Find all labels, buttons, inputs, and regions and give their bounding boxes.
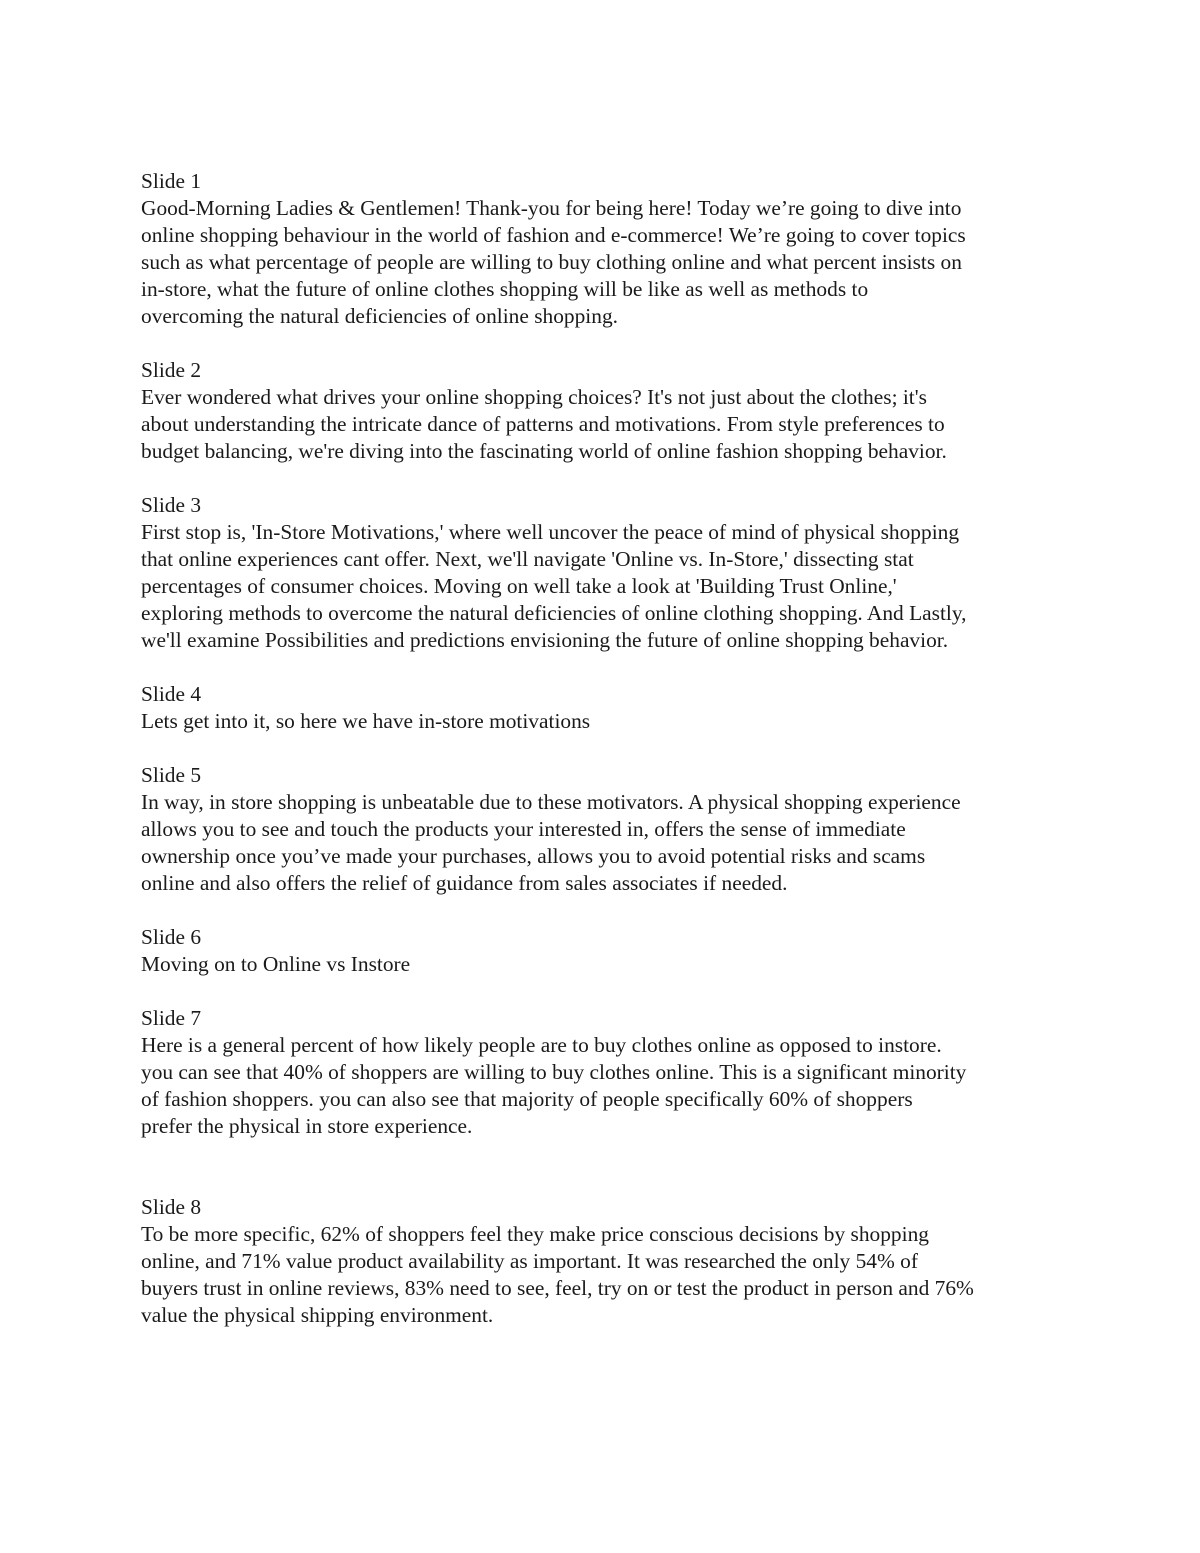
paragraph-spacer [141, 654, 1100, 681]
slide-1-line: overcoming the natural deficiencies of online shopping. [141, 304, 618, 328]
slide-2-line: budget balancing, we're diving into the fascinating world of online fashion shopping behavior. [141, 439, 947, 463]
slide-2-line: Ever wondered what drives your online shopping choices? It's not just about the clothes; it's [141, 385, 927, 409]
slide-1-line: in-store, what the future of online clothes shopping will be like as well as methods to [141, 277, 869, 301]
slide-5-section [141, 762, 1100, 897]
slide-8-line: value the physical shipping environment. [141, 1303, 494, 1327]
slide-7-line: Here is a general percent of how likely people are to buy clothes online as opposed to instore. [141, 1033, 942, 1057]
slide-4-section [141, 681, 1100, 735]
slide-3-line: exploring methods to overcome the natural deficiencies of online clothing shopping. And Lastly, [141, 601, 967, 625]
slide-3-line: percentages of consumer choices. Moving on well take a look at 'Building Trust Online,' [141, 574, 897, 598]
slide-4-heading: Slide 4 [141, 682, 202, 706]
slide-7-line: you can see that 40% of shoppers are willing to buy clothes online. This is a significant minority [141, 1060, 967, 1084]
slide-3-line: that online experiences cant offer. Next, we'll navigate 'Online vs. In-Store,' dissecting stat [141, 547, 914, 571]
paragraph-spacer [141, 1140, 1100, 1167]
slide-2-heading: Slide 2 [141, 358, 202, 382]
paragraph-spacer [141, 1167, 1100, 1194]
paragraph-spacer [141, 465, 1100, 492]
slide-7-section [141, 1005, 1100, 1140]
slide-1-line: online shopping behaviour in the world of fashion and e-commerce! We’re going to cover topics [141, 223, 966, 247]
slide-7-heading: Slide 7 [141, 1006, 202, 1030]
slide-1-section [141, 168, 1100, 330]
slide-1-heading: Slide 1 [141, 169, 202, 193]
slide-2-line: about understanding the intricate dance of patterns and motivations. From style preferences to [141, 412, 945, 436]
slide-8-heading: Slide 8 [141, 1195, 202, 1219]
slide-6-heading: Slide 6 [141, 925, 202, 949]
slide-8-line: buyers trust in online reviews, 83% need to see, feel, try on or test the product in person and 76% [141, 1276, 974, 1300]
slide-2-section [141, 357, 1100, 465]
slide-5-line: In way, in store shopping is unbeatable due to these motivators. A physical shopping experience [141, 790, 961, 814]
paragraph-spacer [141, 978, 1100, 1005]
slide-3-heading: Slide 3 [141, 493, 202, 517]
slide-6-section [141, 924, 1100, 978]
slide-4-line: Lets get into it, so here we have in-store motivations [141, 709, 591, 733]
paragraph-spacer [141, 897, 1100, 924]
slide-6-line: Moving on to Online vs Instore [141, 952, 411, 976]
slide-3-line: we'll examine Possibilities and predictions envisioning the future of online shopping behavior. [141, 628, 949, 652]
slide-7-line: prefer the physical in store experience. [141, 1114, 473, 1138]
slide-5-line: allows you to see and touch the products your interested in, offers the sense of immediate [141, 817, 906, 841]
slide-8-line: online, and 71% value product availability as important. It was researched the only 54% of [141, 1249, 918, 1273]
slide-7-line: of fashion shoppers. you can also see that majority of people specifically 60% of shoppers [141, 1087, 913, 1111]
slide-3-line: First stop is, 'In-Store Motivations,' where well uncover the peace of mind of physical shopping [141, 520, 960, 544]
slide-1-line: such as what percentage of people are willing to buy clothing online and what percent insists on [141, 250, 962, 274]
slide-8-line: To be more specific, 62% of shoppers feel they make price conscious decisions by shopping [141, 1222, 929, 1246]
slide-5-line: online and also offers the relief of guidance from sales associates if needed. [141, 871, 788, 895]
paragraph-spacer [141, 330, 1100, 357]
slide-5-line: ownership once you’ve made your purchases, allows you to avoid potential risks and scams [141, 844, 926, 868]
slide-5-heading: Slide 5 [141, 763, 202, 787]
paragraph-spacer [141, 735, 1100, 762]
slide-8-section [141, 1194, 1100, 1329]
slide-3-section [141, 492, 1100, 654]
slide-1-line: Good-Morning Ladies & Gentlemen! Thank-you for being here! Today we’re going to dive into [141, 196, 962, 220]
